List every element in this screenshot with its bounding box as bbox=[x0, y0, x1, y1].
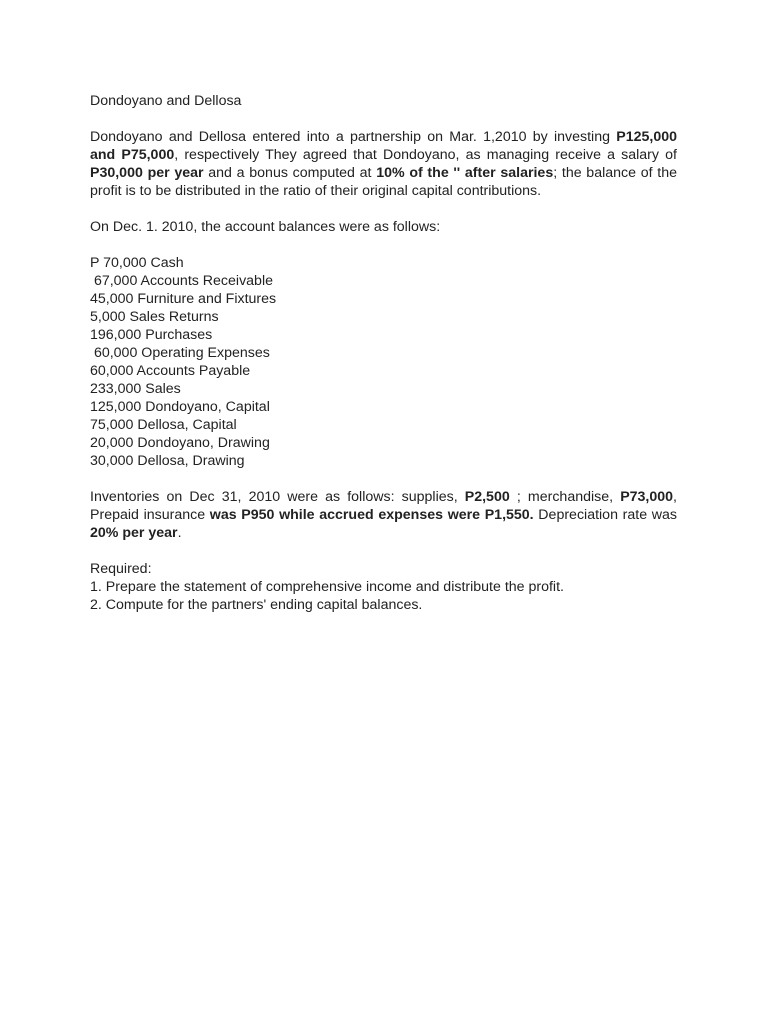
prepaid-accrued-amounts: was P950 while accrued expenses were P1,550. bbox=[209, 507, 534, 523]
balance-item: 30,000 Dellosa, Drawing bbox=[90, 453, 245, 469]
balance-item: 5,000 Sales Returns bbox=[90, 309, 219, 325]
required-heading: Required: bbox=[90, 561, 152, 577]
inventories-text-4: Depreciation rate was bbox=[533, 507, 677, 523]
balance-item: 196,000 Purchases bbox=[90, 327, 213, 343]
balance-item: 20,000 Dondoyano, Drawing bbox=[90, 435, 270, 451]
document-page bbox=[90, 92, 677, 614]
investment-amounts: P125,000 and P75,000 bbox=[90, 129, 677, 163]
depreciation-rate: 20% per year bbox=[90, 525, 178, 541]
inventories-text-3: , Prepaid insurance bbox=[90, 489, 677, 523]
required-list bbox=[90, 578, 677, 614]
supplies-amount: P2,500 bbox=[464, 489, 510, 505]
salary-amount: P30,000 per year bbox=[90, 165, 204, 181]
required-item: 1. Prepare the statement of comprehensive income and distribute the profit. bbox=[90, 579, 564, 595]
balances-heading: On Dec. 1. 2010, the account balances were as follows: bbox=[90, 219, 441, 235]
balance-item: 75,000 Dellosa, Capital bbox=[90, 417, 237, 433]
intro-text-2: , respectively They agreed that Dondoyano, as managing receive a salary of bbox=[174, 147, 677, 163]
inventories-text-5: . bbox=[177, 525, 182, 541]
bonus-terms: 10% of the '' after salaries bbox=[376, 165, 554, 181]
balance-item: 45,000 Furniture and Fixtures bbox=[90, 291, 277, 307]
merchandise-amount: P73,000 bbox=[620, 489, 674, 505]
balance-item: 60,000 Accounts Payable bbox=[90, 363, 251, 379]
inventories-text-1: Inventories on Dec 31, 2010 were as follows: supplies, bbox=[90, 489, 465, 505]
balance-item: 125,000 Dondoyano, Capital bbox=[90, 399, 270, 415]
required-item: 2. Compute for the partners' ending capital balances. bbox=[90, 597, 423, 613]
intro-text-1: Dondoyano and Dellosa entered into a partnership on Mar. 1,2010 by investing bbox=[90, 129, 617, 145]
document-title: Dondoyano and Dellosa bbox=[90, 93, 242, 109]
balance-item: P 70,000 Cash bbox=[90, 255, 184, 271]
intro-text-3: and a bonus computed at bbox=[203, 165, 377, 181]
inventories-text-2: ; merchandise, bbox=[509, 489, 621, 505]
inventories-paragraph bbox=[90, 488, 677, 542]
balance-item: 60,000 Operating Expenses bbox=[90, 345, 270, 361]
intro-paragraph bbox=[90, 128, 677, 200]
balance-item: 233,000 Sales bbox=[90, 381, 181, 397]
account-balances-list bbox=[90, 254, 677, 470]
intro-text-4: ; the balance of the profit is to be distributed in the ratio of their original capital contributions. bbox=[90, 165, 677, 199]
balance-item: 67,000 Accounts Receivable bbox=[90, 273, 273, 289]
